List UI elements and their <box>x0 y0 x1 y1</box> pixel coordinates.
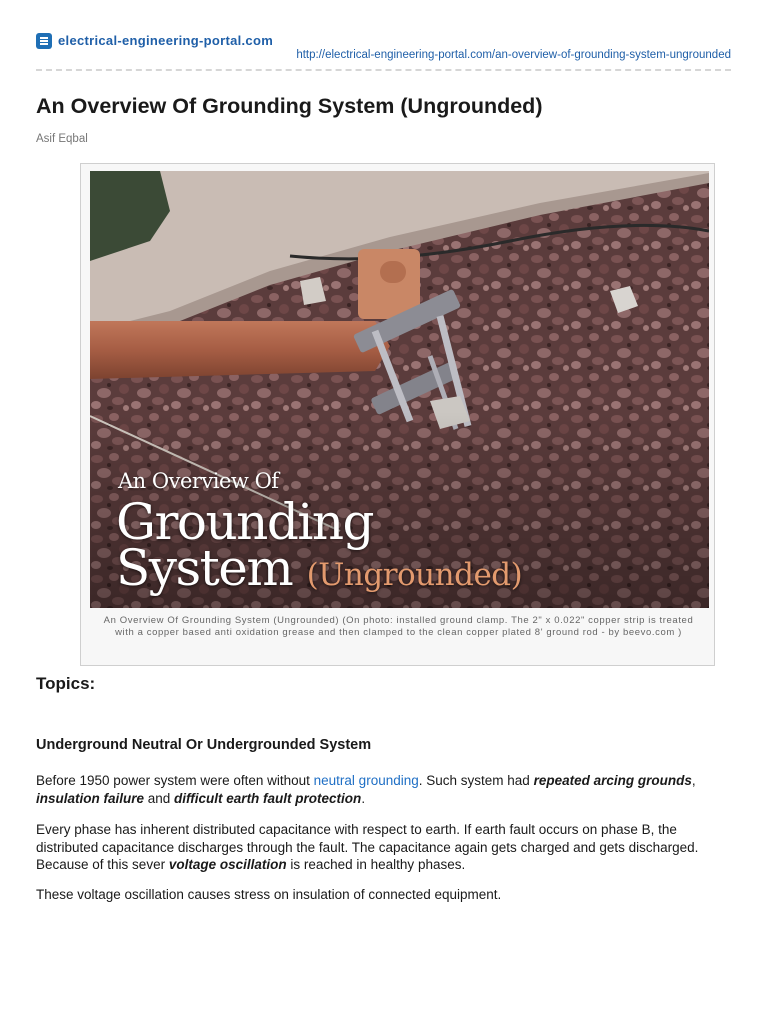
p1-text: Before 1950 power system were often without <box>36 773 314 788</box>
topics-heading: Topics: <box>36 674 96 693</box>
site-header <box>36 32 731 72</box>
figure-caption: An Overview Of Grounding System (Ungrounded) (On photo: installed ground clamp. The 2" x 0.022" copper strip is treated with a copper based anti oxidation grease and then clamped to the clean copper plated 8' ground rod - by beevo.com ) <box>103 615 694 638</box>
p2-text: Every phase has inherent distributed capacitance with respect to earth. If earth fault occurs on phase B, the distributed capacitance discharges through the fault. The capacitance again gets charged and gets discharged. Because of this sever <box>36 822 699 872</box>
p1-text: and <box>144 790 175 806</box>
header-divider <box>36 69 731 71</box>
p2-text: is reached in healthy phases. <box>286 857 466 872</box>
p1-emphasis: difficult earth fault protection <box>174 790 362 806</box>
overlay-line-2: Grounding <box>116 493 374 551</box>
p1-text: . <box>361 790 366 806</box>
page-title: An Overview Of Grounding System (Ungrounded) <box>36 94 543 118</box>
p1-text: . Such system had <box>418 773 534 788</box>
paragraph-2 <box>36 821 736 874</box>
paragraph-1 <box>36 772 736 807</box>
document-icon <box>36 33 52 49</box>
p1-emphasis: repeated arcing grounds <box>533 773 692 788</box>
overlay-line-3 <box>116 539 522 597</box>
paragraph-3: These voltage oscillation causes stress on insulation of connected equipment. <box>36 887 502 902</box>
p1-text: , <box>691 773 696 788</box>
overlay-line-1: An Overview Of <box>118 469 279 493</box>
ground-clamp-photo <box>90 171 709 608</box>
overlay-word-system: System <box>116 539 293 597</box>
neutral-grounding-link[interactable]: neutral grounding <box>313 773 419 788</box>
article-url-link[interactable]: http://electrical-engineering-portal.com/an-overview-of-grounding-system-ungrounded <box>296 49 731 61</box>
section-title: Underground Neutral Or Undergrounded System <box>36 737 372 753</box>
p2-emphasis: voltage oscillation <box>168 857 287 872</box>
p1-emphasis: insulation failure <box>36 790 145 806</box>
author-name: Asif Eqbal <box>36 133 88 145</box>
article-figure <box>80 163 715 666</box>
overlay-word-ungrounded: (Ungrounded) <box>306 557 523 593</box>
site-name-link[interactable]: electrical-engineering-portal.com <box>58 33 274 48</box>
